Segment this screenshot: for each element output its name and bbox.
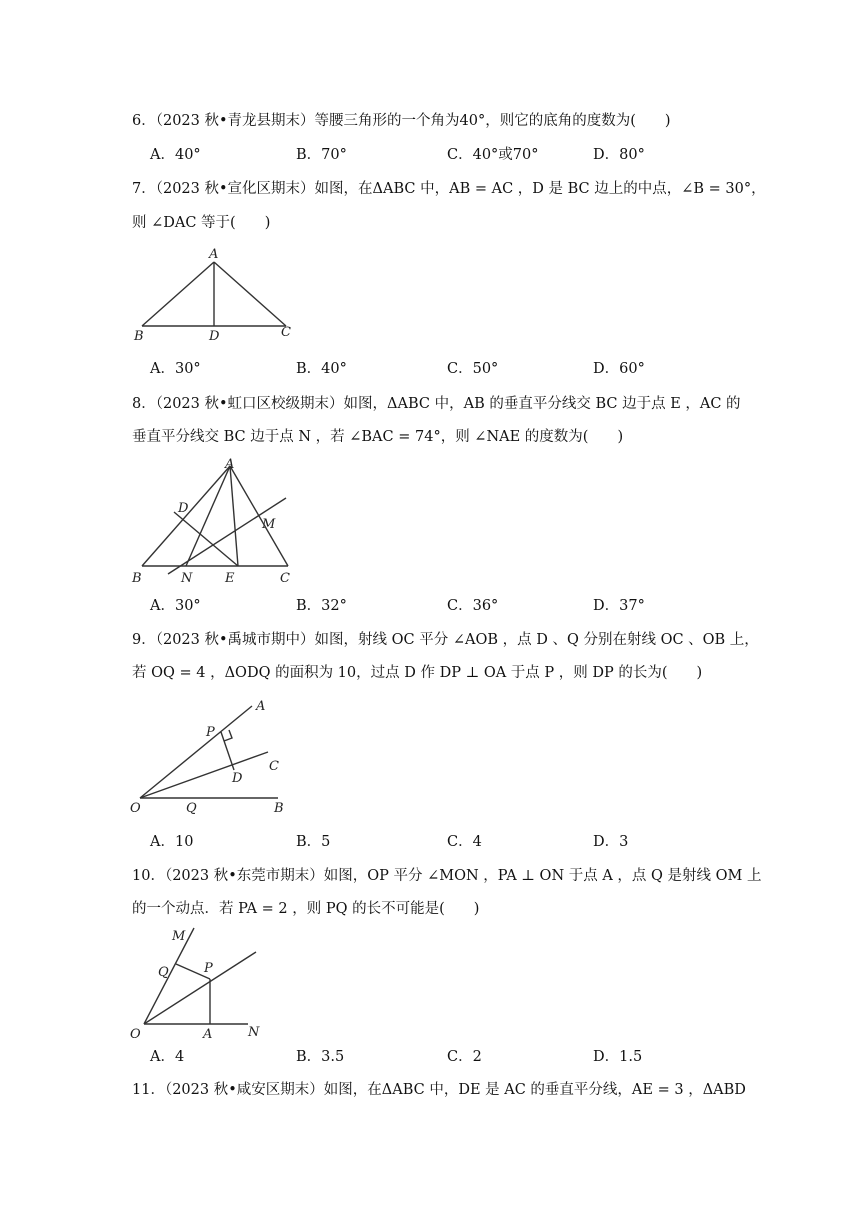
question-8-text-line-2: 垂直平分线交 BC 边于点 N ，若 ∠BAC = 74°，则 ∠NAE 的度数为( ) xyxy=(132,429,624,445)
label-c: C xyxy=(269,759,279,774)
label-c: C xyxy=(280,571,290,586)
label-m: M xyxy=(262,517,276,532)
label-n: N xyxy=(181,571,193,586)
question-6-text: 6．（2023 秋•青龙县期末）等腰三角形的一个角为40°，则它的底角的度数为( ) xyxy=(132,113,671,129)
question-7-text-line-2: 则 ∠DAC 等于( ) xyxy=(132,215,271,231)
label-a: A xyxy=(209,247,219,262)
label-n: N xyxy=(248,1025,260,1040)
option-a[interactable]: A．30° xyxy=(150,361,201,377)
option-a[interactable]: A．10 xyxy=(150,834,194,850)
label-a: A xyxy=(203,1027,213,1042)
question-10-text-line-2: 的一个动点．若 PA = 2 ，则 PQ 的长不可能是( ) xyxy=(132,901,480,917)
label-a: A xyxy=(256,699,266,714)
option-c[interactable]: C．40°或70° xyxy=(447,147,539,163)
option-d[interactable]: D．1.5 xyxy=(593,1049,643,1065)
option-b[interactable]: B．70° xyxy=(296,147,347,163)
label-e: E xyxy=(225,571,235,586)
label-p: P xyxy=(204,961,213,976)
option-d[interactable]: D．60° xyxy=(593,361,645,377)
label-q: Q xyxy=(186,801,197,816)
label-b: B xyxy=(134,329,144,344)
label-a: A xyxy=(225,457,235,472)
label-p: P xyxy=(206,725,215,740)
question-9-figure xyxy=(128,694,303,819)
option-c[interactable]: C．4 xyxy=(447,834,482,850)
question-9-text-line-2: 若 OQ = 4 ，ΔODQ 的面积为 10，过点 D 作 DP ⊥ OA 于点 P ，则 DP 的长为( ) xyxy=(132,665,703,681)
label-b: B xyxy=(132,571,142,586)
option-b[interactable]: B．5 xyxy=(296,834,331,850)
question-8-figure xyxy=(128,452,303,592)
label-m: M xyxy=(172,929,186,944)
option-d[interactable]: D．3 xyxy=(593,834,629,850)
option-c[interactable]: C．36° xyxy=(447,598,499,614)
option-a[interactable]: A．4 xyxy=(150,1049,185,1065)
label-d: D xyxy=(232,771,243,786)
label-d: D xyxy=(209,329,220,344)
option-a[interactable]: A．30° xyxy=(150,598,201,614)
label-o: O xyxy=(130,1027,141,1042)
question-11-text-line-1: 11．（2023 秋•咸安区期末）如图，在ΔABC 中，DE 是 AC 的垂直平分线，AE = 3 ，ΔABD xyxy=(132,1082,746,1098)
label-b: B xyxy=(274,801,284,816)
option-a[interactable]: A．40° xyxy=(150,147,201,163)
option-b[interactable]: B．40° xyxy=(296,361,347,377)
option-d[interactable]: D．37° xyxy=(593,598,645,614)
question-7-figure xyxy=(128,244,308,344)
option-b[interactable]: B．3.5 xyxy=(296,1049,345,1065)
question-8-text-line-1: 8．（2023 秋•虹口区校级期末）如图，ΔABC 中，AB 的垂直平分线交 BC 边于点 E ，AC 的 xyxy=(132,396,741,412)
label-c: C xyxy=(281,325,291,340)
label-d: D xyxy=(178,501,189,516)
label-o: O xyxy=(130,801,141,816)
question-9-text-line-1: 9．（2023 秋•禹城市期中）如图，射线 OC 平分 ∠AOB ，点 D 、Q 分别在射线 OC 、OB 上， xyxy=(132,632,759,648)
option-c[interactable]: C．2 xyxy=(447,1049,482,1065)
question-10-text-line-1: 10．（2023 秋•东莞市期末）如图，OP 平分 ∠MON ，PA ⊥ ON 于点 A ，点 Q 是射线 OM 上 xyxy=(132,868,762,884)
question-7-text-line-1: 7．（2023 秋•宣化区期末）如图，在ΔABC 中，AB = AC ，D 是 BC 边上的中点，∠B = 30°， xyxy=(132,181,766,197)
option-c[interactable]: C．50° xyxy=(447,361,499,377)
label-q: Q xyxy=(158,965,169,980)
question-10-figure xyxy=(128,924,268,1044)
option-d[interactable]: D．80° xyxy=(593,147,645,163)
option-b[interactable]: B．32° xyxy=(296,598,347,614)
